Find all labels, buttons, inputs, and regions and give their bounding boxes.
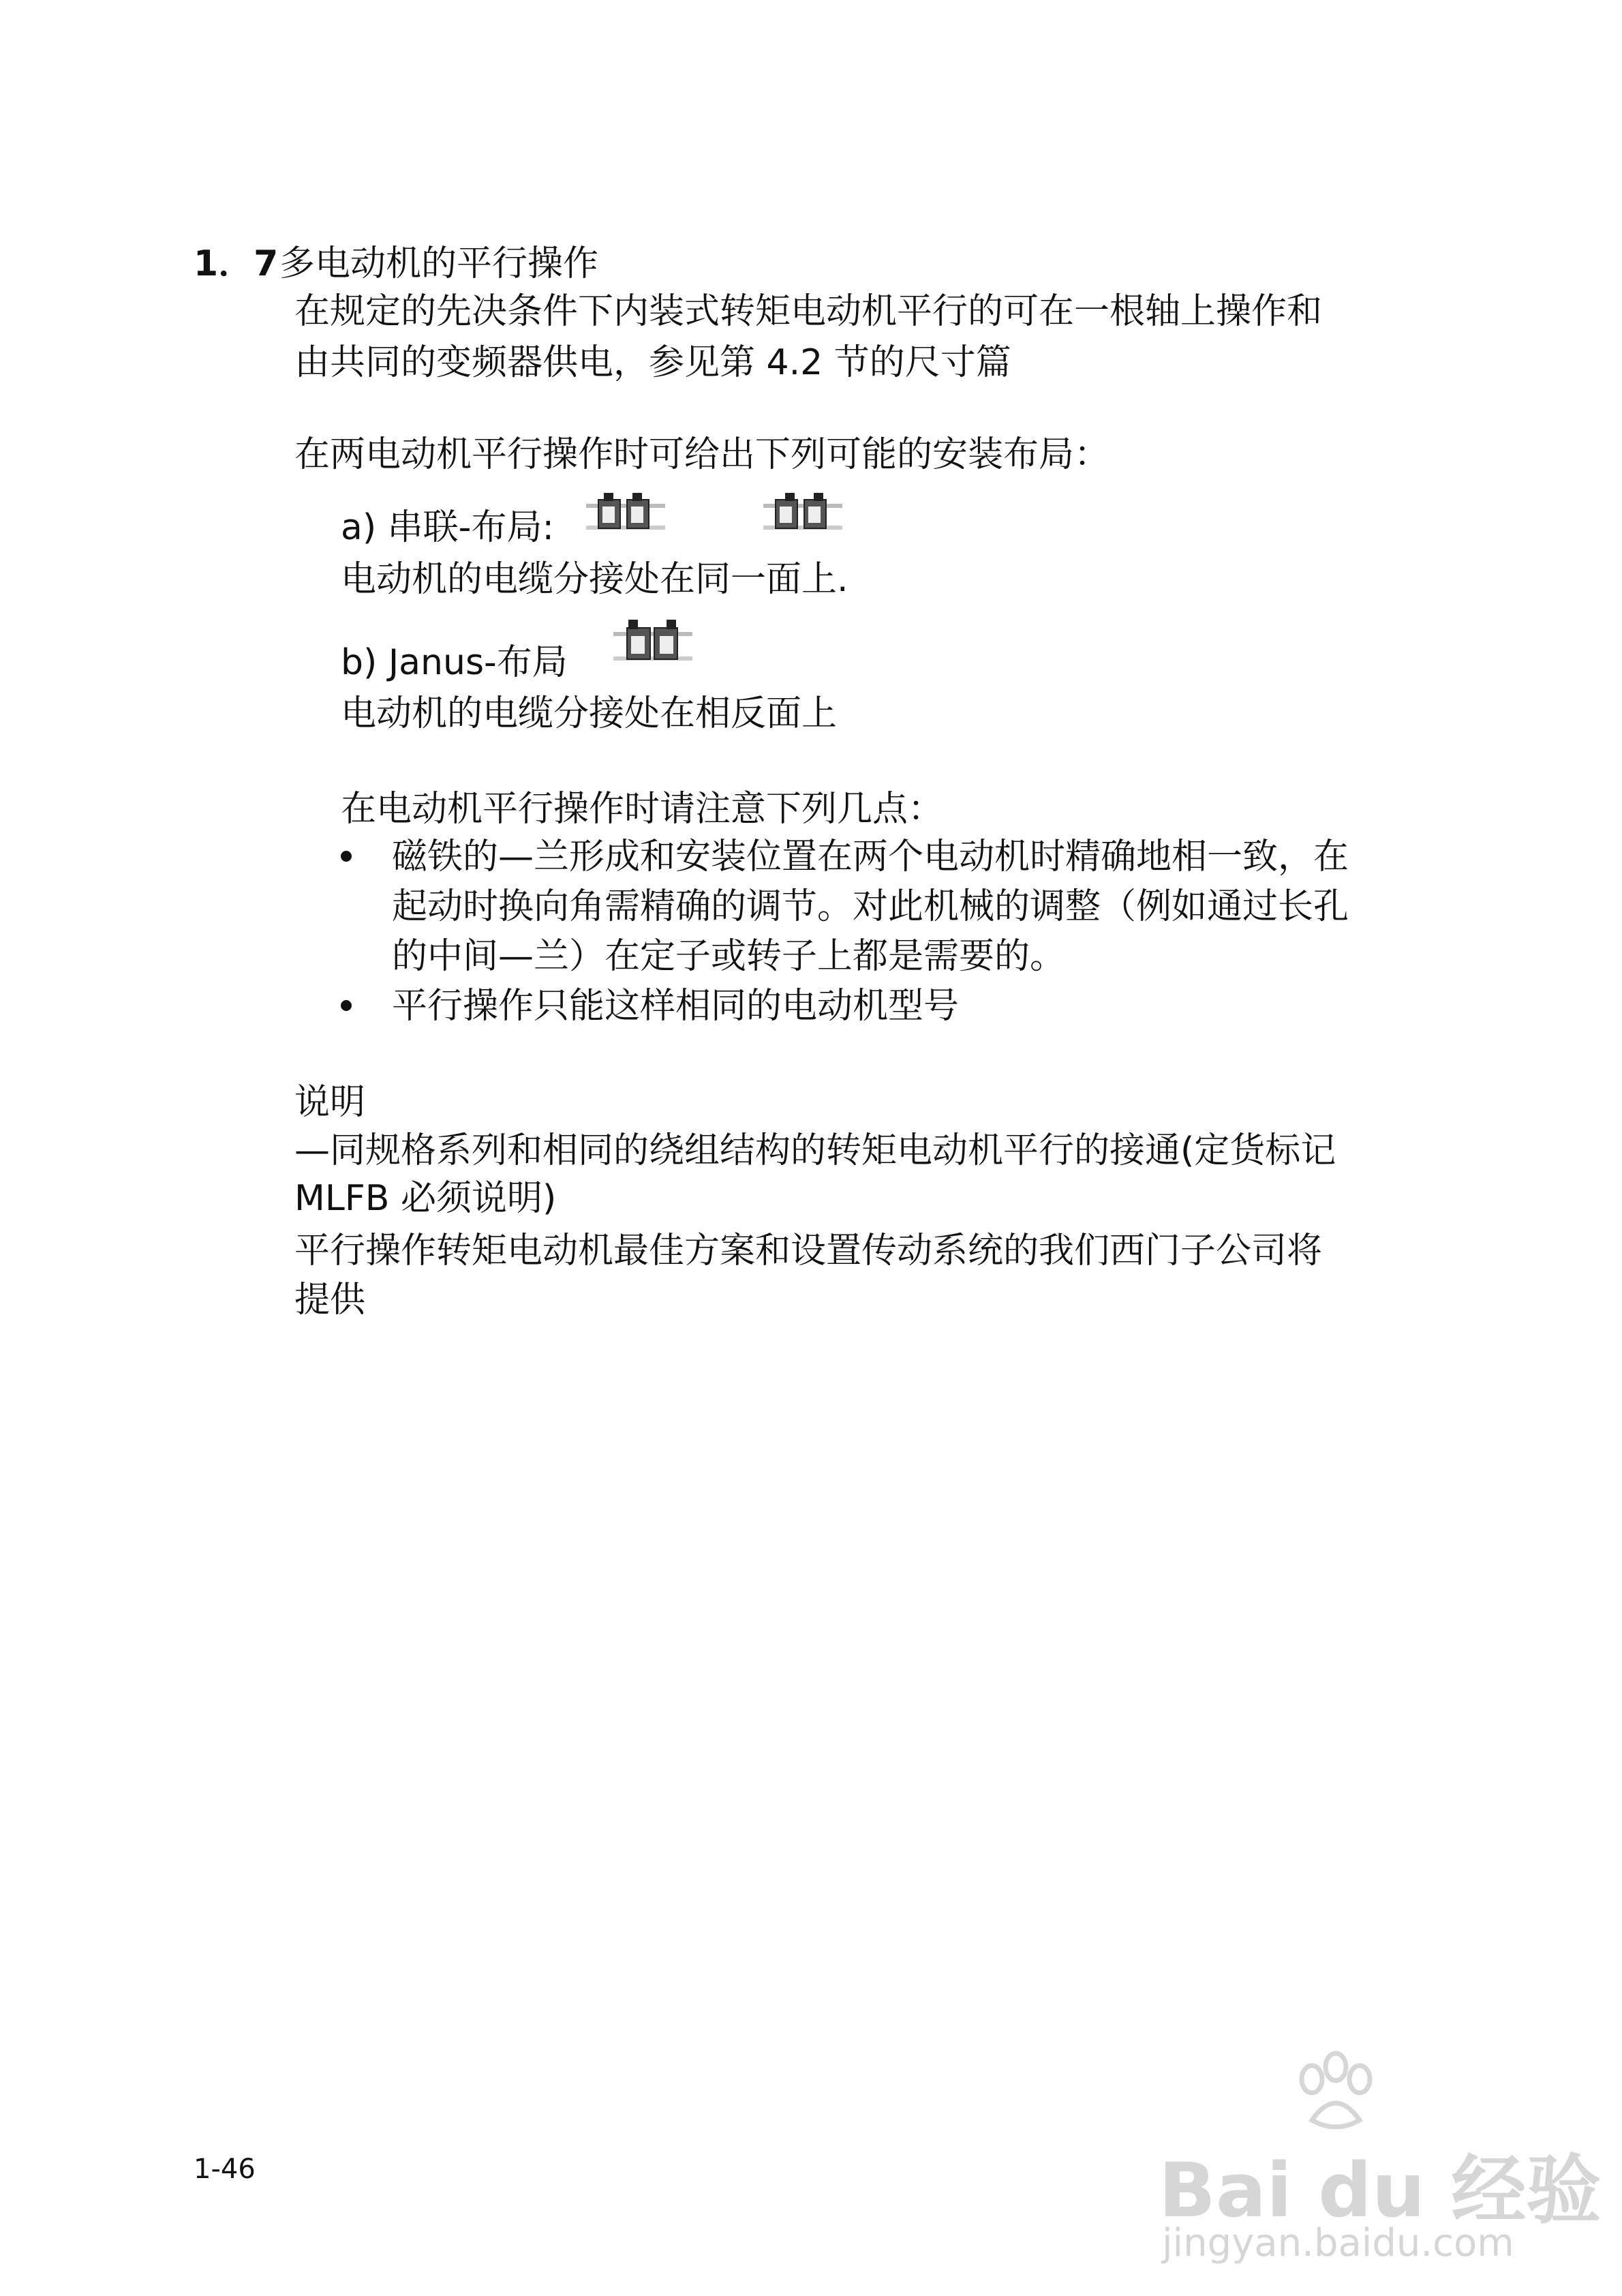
remark-line-4: 提供 — [294, 1280, 366, 1320]
watermark-brand: Bai du 经验 — [1159, 2147, 1602, 2234]
remark-title: 说明 — [294, 1082, 366, 1123]
janus-layout-icon — [612, 617, 694, 671]
section-title: 多电动机的平行操作 — [279, 243, 599, 284]
series-layout-icon-1 — [585, 487, 667, 537]
remark-line-2: MLFB 必须说明) — [294, 1178, 557, 1219]
bullet-1-line-1: 磁铁的—兰形成和安装位置在两个电动机时精确地相一致，在 — [392, 836, 1349, 877]
remark-line-1: —同规格系列和相同的绕组结构的转矩电动机平行的接通(定货标记 — [294, 1130, 1336, 1171]
bullet-marker-1 — [341, 851, 352, 862]
intro-line-2: 由共同的变频器供电，参见第 4.2 节的尺寸篇 — [294, 342, 1011, 383]
bullet-marker-2 — [341, 1000, 352, 1011]
watermark-url: jingyan.baidu.com — [1162, 2221, 1514, 2265]
bullet-1-line-2: 起动时换向角需精确的调节。对此机械的调整（例如通过长孔 — [392, 886, 1349, 927]
layout-b-label: b) Janus-布局 — [341, 642, 568, 683]
bullet-2-line-1: 平行操作只能这样相同的电动机型号 — [392, 986, 960, 1027]
layout-a-label: a) 串联-布局: — [341, 507, 554, 548]
section-number: 1．7 — [194, 243, 279, 284]
notes-intro: 在电动机平行操作时请注意下列几点： — [341, 789, 944, 830]
layouts-intro: 在两电动机平行操作时可给出下列可能的安装布局： — [294, 434, 1110, 475]
series-layout-icon-2 — [762, 487, 844, 537]
page-number: 1-46 — [194, 2154, 256, 2185]
remark-line-3: 平行操作转矩电动机最佳方案和设置传动系统的我们西门子公司将 — [294, 1230, 1323, 1271]
layout-b-desc: 电动机的电缆分接处在相反面上 — [341, 693, 838, 734]
layout-a-desc: 电动机的电缆分接处在同一面上. — [341, 559, 848, 600]
intro-line-1: 在规定的先决条件下内装式转矩电动机平行的可在一根轴上操作和 — [294, 291, 1323, 332]
bullet-1-line-3: 的中间—兰）在定子或转子上都是需要的。 — [392, 936, 1066, 977]
